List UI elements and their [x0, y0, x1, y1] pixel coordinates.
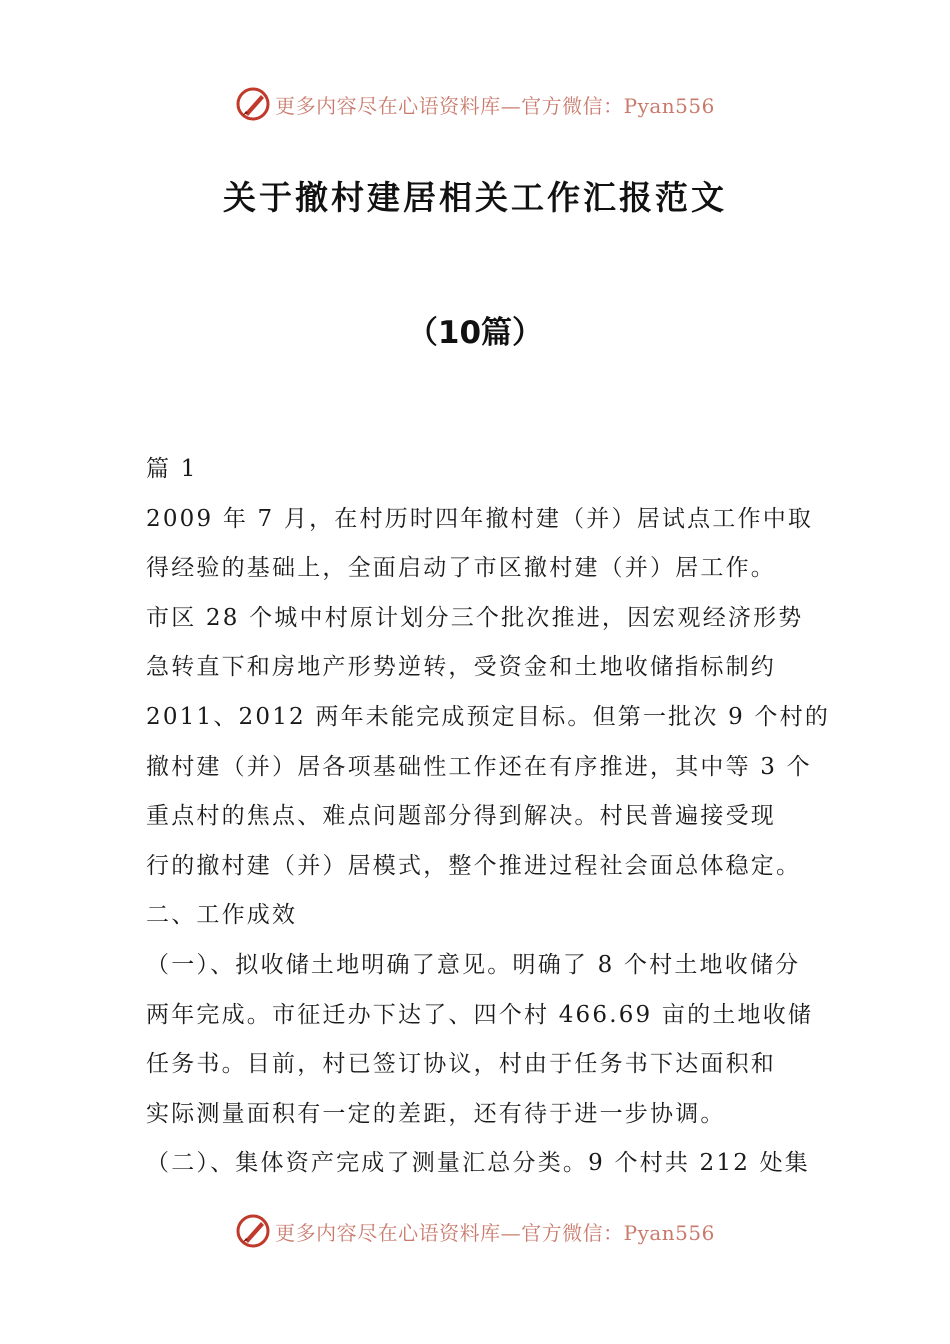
body-line: 得经验的基础上，全面启动了市区撤村建（并）居工作。 [146, 555, 776, 582]
body-line: （一）、拟收储土地明确了意见。明确了 8 个村土地收储分 [146, 951, 801, 978]
body-line: 撤村建（并）居各项基础性工作还在有序推进，其中等 3 个 [146, 753, 812, 780]
section-heading: 篇 1 [146, 456, 198, 482]
document-subtitle: （10篇） [406, 315, 544, 351]
body-line: 2009 年 7 月，在村历时四年撤村建（并）居试点工作中取 [146, 505, 814, 532]
body-line: 急转直下和房地产形势逆转，受资金和土地收储指标制约 [146, 654, 776, 681]
body-line: 行的撤村建（并）居模式，整个推进过程社会面总体稳定。 [146, 852, 802, 879]
document-body [146, 448, 831, 1192]
watermark-text: 更多内容尽在心语资料库—官方微信：Pyan556 [275, 93, 715, 118]
pen-logo-icon [235, 1213, 271, 1249]
document-title: 关于撤村建居相关工作汇报范文 [223, 178, 727, 217]
body-line: 实际测量面积有一定的差距，还有待于进一步协调。 [146, 1100, 726, 1127]
body-line: 2011、2012 两年未能完成预定目标。但第一批次 9 个村的 [146, 703, 831, 730]
watermark-footer [0, 1211, 950, 1251]
body-line: 任务书。目前，村已签订协议，村由于任务书下达面积和 [146, 1051, 776, 1078]
body-line: 重点村的焦点、难点问题部分得到解决。村民普遍接受现 [146, 803, 776, 830]
section-heading: 二、工作成效 [146, 902, 298, 929]
body-line: （二）、集体资产完成了测量汇总分类。9 个村共 212 处集 [146, 1150, 810, 1177]
pen-logo-icon [235, 86, 271, 122]
watermark-text: 更多内容尽在心语资料库—官方微信：Pyan556 [275, 1220, 715, 1245]
body-line: 两年完成。市征迁办下达了、四个村 466.69 亩的土地收储 [146, 1001, 814, 1028]
watermark-header [0, 84, 950, 124]
body-line: 市区 28 个城中村原计划分三个批次推进，因宏观经济形势 [146, 604, 804, 631]
